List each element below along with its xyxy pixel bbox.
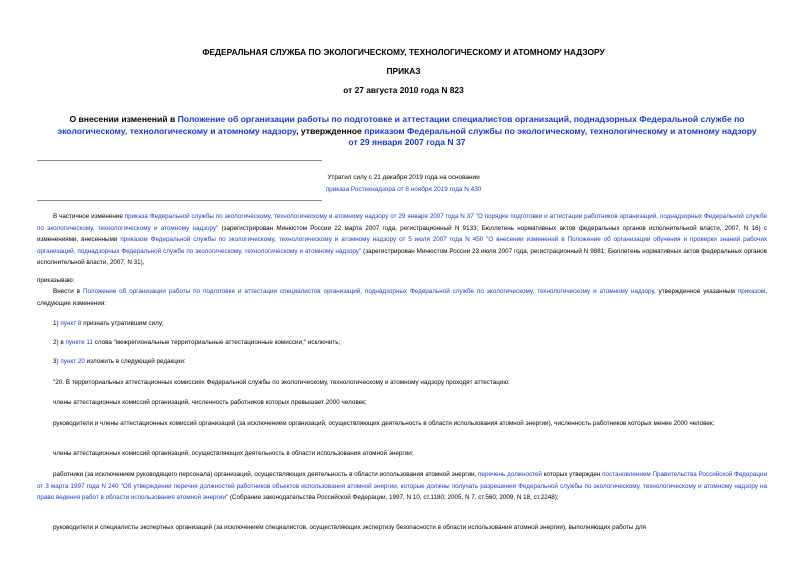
status-line1: Утратил силу с 21 декабря 2019 года на основании — [327, 174, 480, 181]
workers-link-resolution[interactable]: постановлением Правительства Российской Федерации от 3 марта 1997 года N 240 "Об утверждении перечня должностей работников объектов использования атомной энергии, которые должны получать разрешения Федеральной службы по экологическому, технологическому и атомному надзору на право ведения работ в области использования атомной энергии" — [37, 471, 768, 501]
item-1-num: 1) — [53, 320, 61, 327]
item-1 — [53, 318, 164, 330]
doc-date-number: от 27 августа 2010 года N 823 — [343, 85, 464, 95]
item-2 — [53, 337, 340, 349]
amend-text-3: , следующие изменения: — [37, 288, 767, 307]
item-1-text: признать утратившим силу; — [81, 320, 164, 327]
intro-link-order-450[interactable]: приказом Федеральной службы по экологическому, технологическому и атомному надзору от 5 июля 2007 года N 450 "О внесении изменений в Положение об организации обучения и проверки знаний рабочих организаций, поднадзорных Федеральной службе по экологическому, технологическому и атомному надзору" — [37, 236, 767, 255]
workers-paragraph — [37, 469, 767, 504]
item-3-link[interactable]: пункт 20 — [60, 358, 85, 365]
workers-text-1: работники (за исключением руководящего персонала) организаций, осуществляющих деятельность в области использования атомной энергии, — [53, 471, 479, 478]
amend-link-regulation[interactable]: Положение об организации работы по подготовке и аттестации специалистов организаций, поднадзорных Федеральной службе по экологическому, технологическому и атомному надзору — [82, 288, 654, 295]
clause-20: "20. В территориальных аттестационных комиссиях Федеральной службы по экологическому, технологическому и атомному надзору проходят аттестацию: — [53, 379, 510, 386]
intro-text-3: (зарегистрирован Минюстом России 23 июля 2007 года, регистрационный N 9881; Бюллетень нормативных актов федеральных органов исполнительной власти, 2007, N 31), — [37, 247, 767, 266]
title-link-regulation[interactable]: Положение об организации работы по подготовке и аттестации специалистов организаций, поднадзорных Федеральной службе по экологическому, технологическому и атомному надзору — [57, 114, 745, 136]
workers-text-2: которых утвержден — [541, 471, 603, 478]
item-2-text: слова "межрегиональные территориальные аттестационные комиссии;" исключить; — [92, 339, 341, 346]
intro-text-1: В частичное изменение — [53, 213, 125, 220]
title-prefix: О внесении изменений в — [69, 114, 178, 124]
item-3-num: 3) — [53, 358, 61, 365]
order-word: приказываю: — [37, 277, 75, 284]
doc-type: ПРИКАЗ — [386, 66, 421, 76]
amend-text-2: , утвержденное указанным — [653, 288, 738, 295]
amend-paragraph — [37, 286, 767, 309]
item-3-text: изложить в следующей редакции: — [84, 358, 186, 365]
item-2-num: 2) в — [53, 339, 66, 346]
members-line: члены аттестационных комиссий организаций, численность работников которых превышает 2000 человек; — [53, 399, 367, 406]
workers-text-3: (Собрание законодательства Российской Федерации, 1997, N 10, ст.1180; 2005, N 7, ст.560; 2009, N 18, ст.2248); — [228, 494, 559, 501]
item-1-link[interactable]: пункт 8 — [60, 320, 82, 327]
title-link-order[interactable]: приказом Федеральной службы по экологическому, технологическому и атомному надзору от 29 января 2007 года N 37 — [348, 125, 757, 147]
workers-link-positions[interactable]: перечень должностей — [478, 471, 542, 478]
intro-text-2: (зарегистрирован Минюстом России 22 марта 2007 года, регистрационный N 9133; Бюллетень нормативных актов федеральных органов исполнительной власти, 2007, N 16) с изменениями, внесенными — [37, 224, 767, 243]
status-note — [0, 172, 807, 196]
intro-paragraph — [37, 211, 767, 269]
divider-bottom — [37, 200, 322, 201]
item-2-link[interactable]: пункте 11 — [65, 339, 93, 346]
item-3 — [53, 356, 186, 368]
members-nuclear-line: члены аттестационных комиссий организаций, осуществляющих деятельность в области использования атомной энергии; — [53, 450, 414, 457]
experts-paragraph: руководители и специалисты экспертных организаций (за исключением специалистов, осуществляющих экспертизу безопасности в области использования атомной энергии), выполняющих работы для — [53, 524, 646, 531]
status-link[interactable]: приказа Ростехнадзора от 8 ноября 2019 года N 430 — [325, 186, 482, 193]
divider-top — [37, 160, 322, 161]
document-title — [52, 114, 762, 149]
amend-text-1: Внести в — [53, 288, 83, 295]
heads-paragraph: руководители и члены аттестационных комиссий организаций (за исключением организаций, осуществляющих деятельность в области использования атомной энергии), численность работников которых менее 2000 человек; — [53, 420, 715, 427]
title-middle: , утвержденное — [296, 125, 365, 136]
amend-link-order[interactable]: приказом — [737, 288, 766, 295]
intro-link-order-37[interactable]: приказа Федеральной службы по экологическому, технологическому и атомному надзору от 29 января 2007 года N 37 "О порядке подготовки и аттестации работников организаций, поднадзорных Федеральной службе по экологическому, технологическому и атомному надзору" — [37, 213, 767, 232]
agency-name: ФЕДЕРАЛЬНАЯ СЛУЖБА ПО ЭКОЛОГИЧЕСКОМУ, ТЕХНОЛОГИЧЕСКОМУ И АТОМНОМУ НАДЗОРУ — [202, 47, 605, 57]
